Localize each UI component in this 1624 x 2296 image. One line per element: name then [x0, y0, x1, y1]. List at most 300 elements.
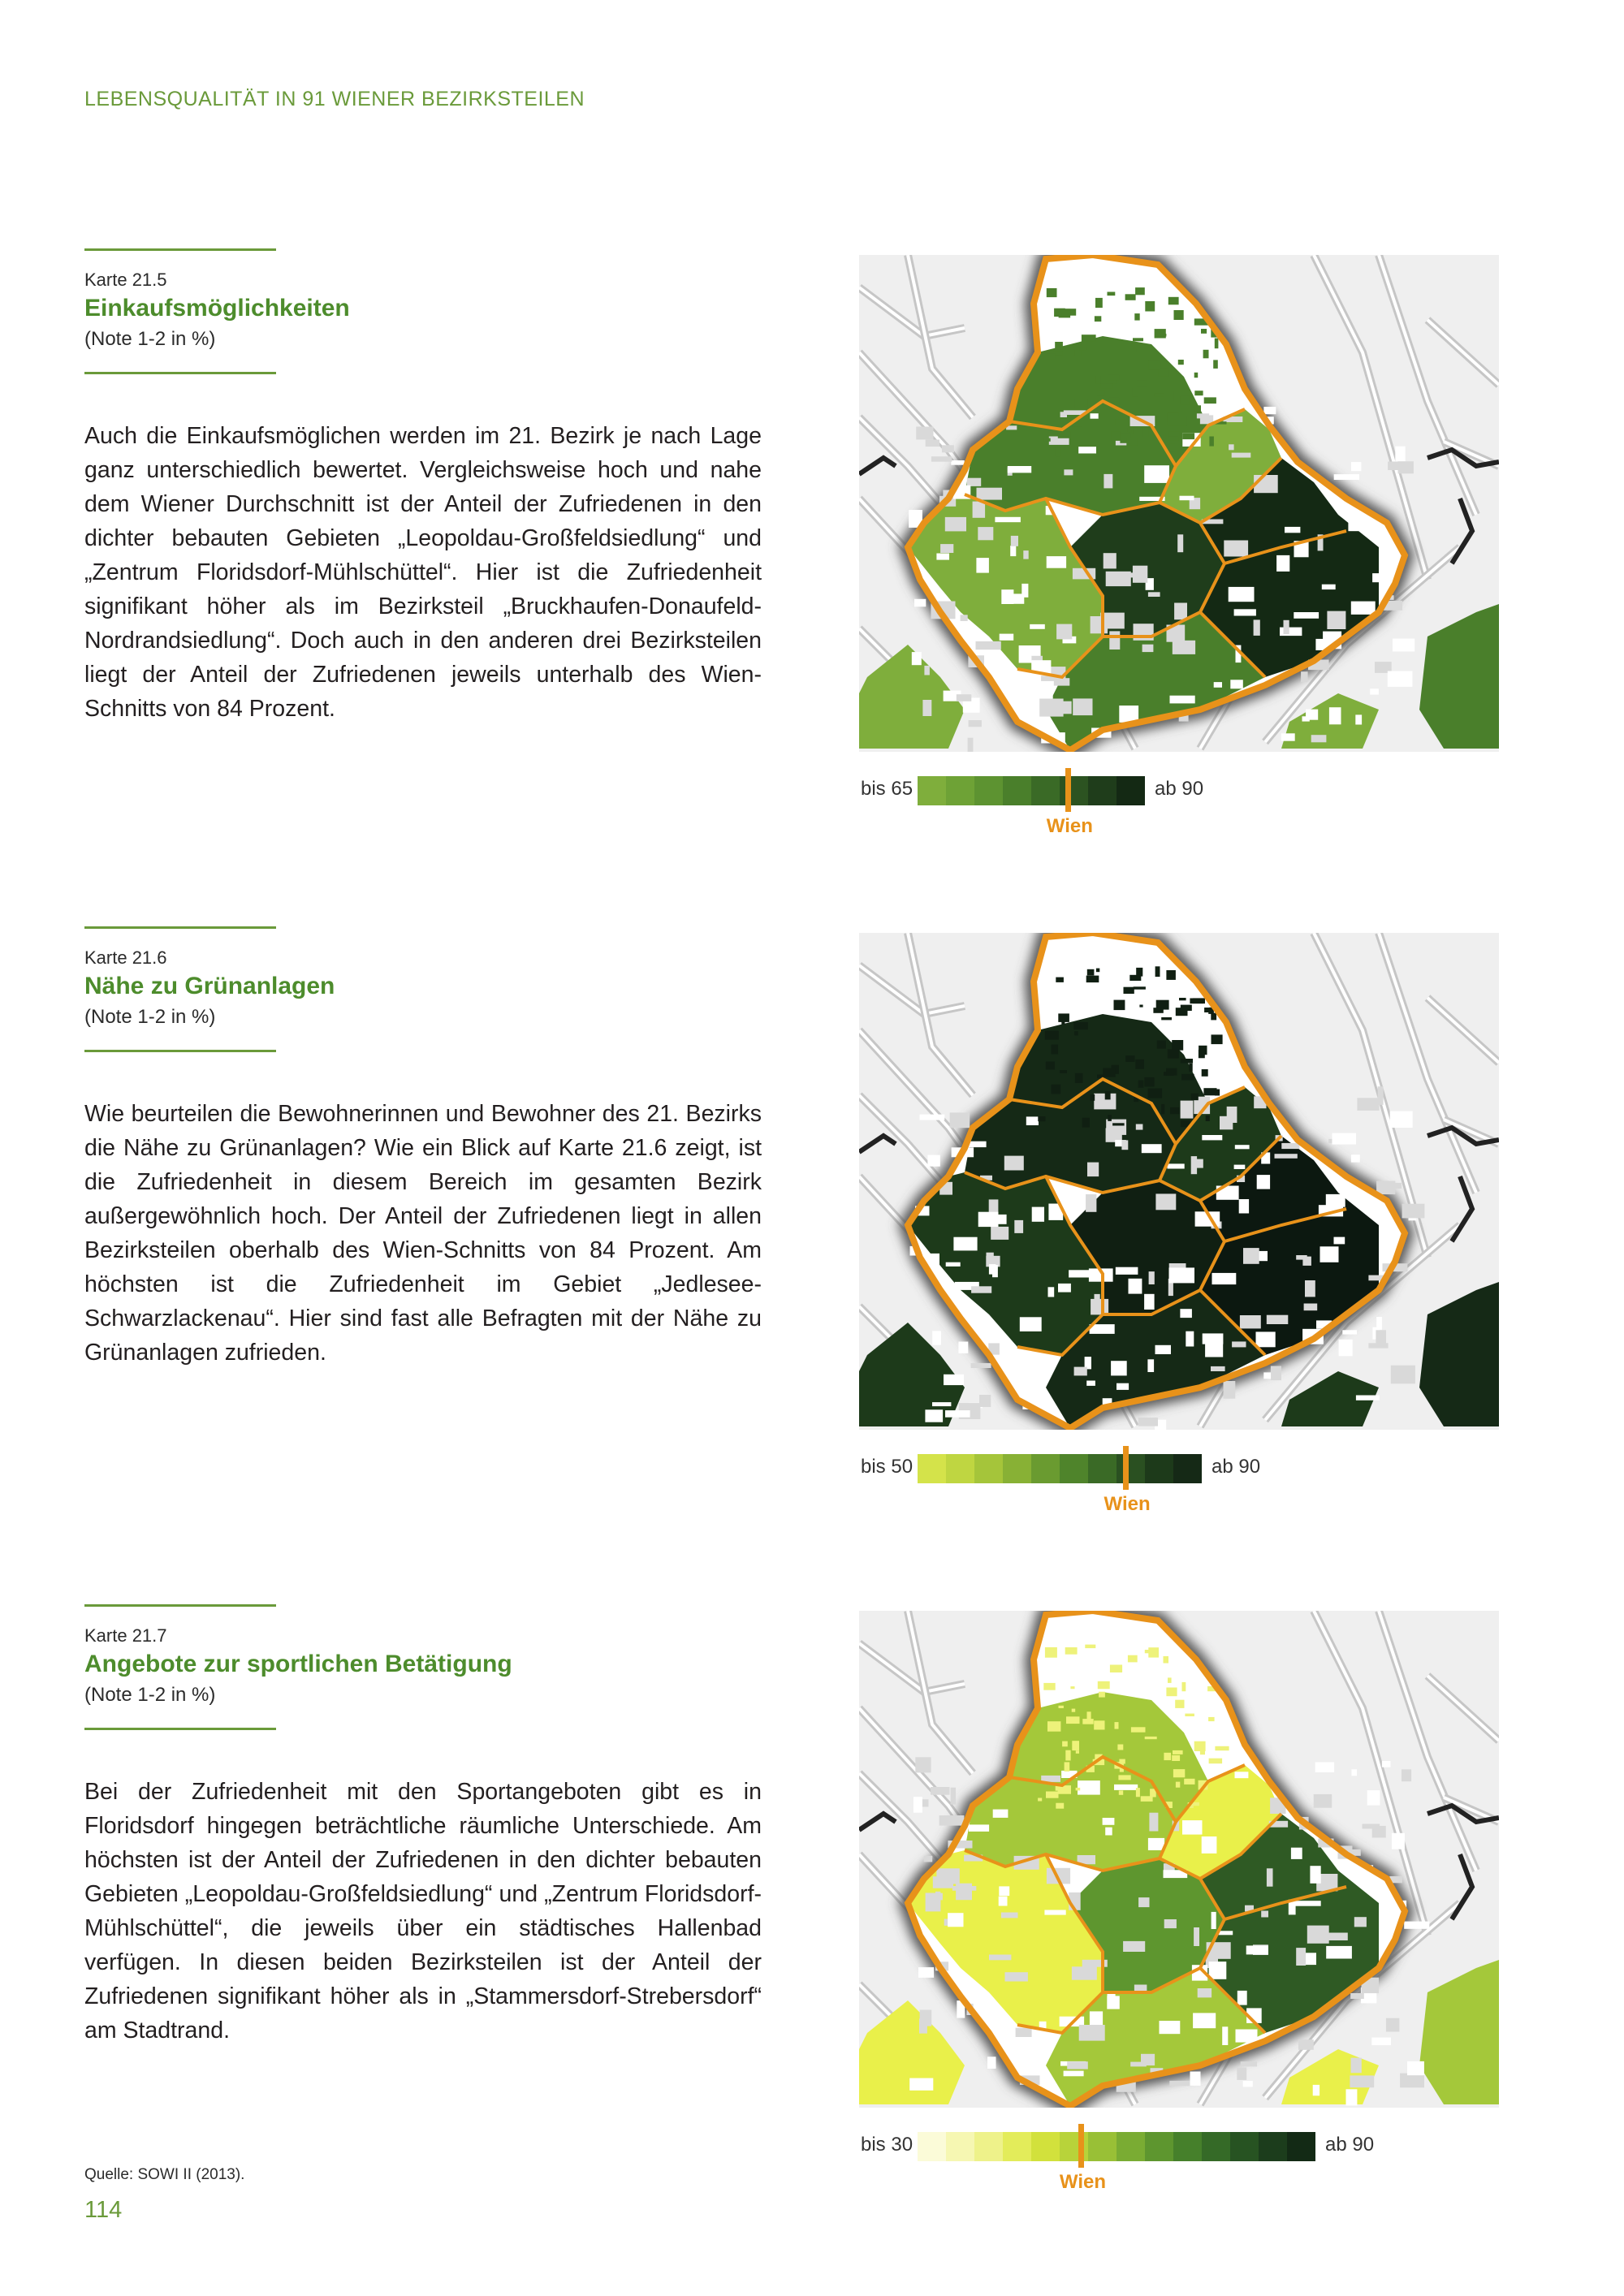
map-gap: [931, 1787, 950, 1795]
map-gap: [999, 1897, 1008, 1906]
map-gap: [1230, 680, 1243, 688]
map-gap: [1026, 1116, 1039, 1125]
map-gap: [1086, 1381, 1095, 1386]
settlement-patch: [1208, 1717, 1215, 1721]
settlement-patch: [1132, 388, 1138, 397]
map-gap: [1108, 1994, 1116, 2004]
map-gap: [1079, 2025, 1105, 2041]
map-gap: [1298, 2039, 1314, 2050]
map-gap: [1351, 462, 1362, 471]
map-gap: [976, 558, 989, 573]
wien-average-marker: [1078, 2124, 1084, 2168]
map-gap: [1246, 1945, 1268, 1954]
map-gap: [1004, 1156, 1024, 1171]
settlement-patch: [1126, 438, 1138, 446]
settlement-patch: [1182, 433, 1194, 439]
map-gap: [1235, 1145, 1250, 1149]
settlement-patch: [1168, 421, 1175, 425]
map-gap: [1294, 612, 1319, 619]
map-gap: [1241, 2061, 1257, 2066]
settlement-patch: [1202, 1069, 1208, 1077]
legend-swatches: [918, 1454, 1202, 1483]
map-gap: [1296, 1255, 1307, 1260]
map-gap: [1193, 2013, 1216, 2028]
karte-title: Einkaufsmöglichkeiten: [84, 295, 350, 322]
map-gap: [1149, 1813, 1158, 1832]
body-paragraph: Wie beurteilen die Bewohnerinnen und Bewohner des 21. Bezirks die Nähe zu Grünanlagen? Wie ein Blick auf Karte 21.6 zeigt, ist die Zufriedenheit in diesem Bereich im gesamten Bezirk außergewöhnlich hoch. Der Anteil der Zufriedenen liegt in allen Bezirksteilen oberhalb des Wien-Schnitts von 84 Prozent. Am höchsten ist die Zufriedenheit im Gebiet „Jedlesee-Schwarzlackenau“. Hier sind fast alle Befragten mit der Nähe zu Grünanlagen zufrieden.: [84, 1101, 762, 1366]
settlement-patch: [1194, 391, 1203, 395]
settlement-patch: [1136, 1788, 1140, 1797]
settlement-patch: [1073, 1022, 1088, 1029]
map-gap: [1190, 2072, 1201, 2086]
legend-swatch: [974, 2132, 1003, 2161]
settlement-patch: [1173, 1769, 1185, 1777]
map-graphic: [859, 1611, 1499, 2108]
settlement-patch: [1059, 309, 1071, 317]
map-gap: [1130, 2062, 1147, 2067]
map-gap: [993, 1810, 1009, 1818]
settlement-patch: [1114, 1000, 1125, 1011]
map-gap: [1275, 1154, 1298, 1159]
wien-average-label: Wien: [1104, 1493, 1151, 1515]
legend-swatch: [1116, 1454, 1145, 1483]
map-gap: [1363, 1824, 1380, 1829]
map-gap: [1203, 1333, 1224, 1344]
legend-swatch: [1173, 1454, 1202, 1483]
map-gap: [1284, 620, 1289, 634]
settlement-patch: [1117, 1745, 1123, 1750]
map-gap: [1074, 1367, 1087, 1376]
map-gap: [1170, 696, 1195, 704]
map-gap: [1327, 1933, 1348, 1941]
map-gap: [1011, 593, 1024, 603]
map-gap: [1390, 1111, 1413, 1128]
settlement-patch: [1131, 1727, 1146, 1732]
settlement-patch: [1155, 966, 1160, 977]
map-gap: [1155, 1193, 1176, 1210]
body-paragraph: Auch die Einkaufsmöglichen werden im 21. Bezirk je nach Lage ganz unterschiedlich bewertet. Vergleichsweise hoch und nahe dem Wiener Durchschnitt ist der Anteil der Zufriedenen in den dichter bebauten Gebieten „Leopoldau-Großfeldsiedlung“ und „Zentrum Floridsdorf-Mühlschüttel“. Hier ist die Zufriedenheit signifikant höher als im Bezirksteil „Bruckhaufen-Donaufeld-Nordrandsiedlung“. Doch auch in den anderen drei Bezirksteilen liegt der Anteil der Zufriedenen jeweils unterhalb des Wien-Schnitts von 84 Prozent.: [84, 423, 762, 722]
settlement-patch: [1119, 1790, 1123, 1794]
settlement-patch: [1213, 360, 1218, 369]
settlement-patch: [1045, 1647, 1057, 1658]
settlement-patch: [1058, 431, 1070, 438]
map-gap: [1174, 603, 1187, 620]
settlement-patch: [1055, 447, 1060, 456]
legend-swatch: [946, 2132, 974, 2161]
map-gap: [969, 720, 982, 727]
settlement-patch: [1082, 1719, 1093, 1724]
settlement-patch: [1161, 1017, 1172, 1020]
map-gap: [1136, 1124, 1143, 1130]
settlement-patch: [1056, 1803, 1064, 1809]
settlement-patch: [1181, 396, 1190, 405]
map-gap: [1144, 465, 1169, 483]
map-gap: [1155, 1345, 1172, 1354]
map-gap: [1030, 624, 1045, 629]
settlement-patch: [1168, 1677, 1172, 1683]
map-gap: [1106, 1120, 1126, 1135]
settlement-patch: [1148, 1647, 1159, 1657]
map-gap: [1311, 735, 1327, 742]
map-gap: [1382, 1761, 1391, 1767]
map-gap: [1339, 1340, 1353, 1357]
settlement-patch: [1075, 1073, 1083, 1083]
settlement-patch: [1112, 1123, 1125, 1125]
legend-swatch: [918, 1454, 946, 1483]
settlement-patch: [1215, 1090, 1220, 1096]
map-gap: [1356, 1396, 1380, 1400]
map-gap: [1129, 1279, 1142, 1294]
wien-average-label: Wien: [1059, 2171, 1107, 2193]
map-gap: [1116, 1383, 1129, 1390]
settlement-patch: [1111, 432, 1120, 441]
map-gap: [1087, 1163, 1099, 1177]
color-legend: [859, 1439, 1499, 1529]
map-gap: [915, 1757, 931, 1772]
map-gap: [1376, 1330, 1386, 1348]
legend-swatch: [946, 1454, 974, 1483]
settlement-patch: [1095, 316, 1101, 322]
map-gap: [926, 1893, 941, 1912]
map-gap: [977, 488, 1003, 500]
settlement-patch: [1173, 1750, 1183, 1754]
map-gap: [1222, 2026, 1228, 2045]
settlement-patch: [1125, 294, 1136, 300]
legend-min-label: bis 65: [861, 778, 914, 800]
karte-title: Angebote zur sportlichen Betätigung: [84, 1651, 512, 1677]
settlement-patch: [1125, 1055, 1134, 1062]
settlement-patch: [1097, 391, 1105, 396]
color-legend: [859, 762, 1499, 851]
settlement-patch: [1095, 298, 1103, 308]
map-gap: [1180, 1309, 1192, 1318]
settlement-patch: [1046, 1062, 1055, 1070]
district-map: [859, 933, 1499, 1430]
map-gap: [1354, 1917, 1367, 1927]
map-gap: [1271, 1366, 1281, 1381]
settlement-patch: [1166, 1068, 1177, 1076]
settlement-patch: [1101, 384, 1113, 389]
map-gap: [1267, 1868, 1273, 1886]
settlement-patch: [1181, 1005, 1192, 1011]
map-gap: [968, 738, 974, 752]
settlement-patch: [1148, 1089, 1163, 1098]
map-gap: [942, 445, 954, 452]
settlement-patch: [1134, 986, 1146, 989]
map-gap: [1240, 1315, 1261, 1328]
map-gap: [1144, 1294, 1155, 1310]
map-gap: [1047, 556, 1066, 568]
map-gap: [1281, 733, 1295, 740]
map-gap: [1205, 1344, 1223, 1357]
map-gap: [1296, 1948, 1306, 1966]
settlement-patch: [1065, 1750, 1070, 1761]
map-gap: [1232, 453, 1251, 458]
map-gap: [1069, 1270, 1090, 1277]
map-gap: [1301, 671, 1308, 682]
map-gap: [1263, 407, 1276, 414]
map-gap: [1376, 1181, 1395, 1195]
legend-swatch: [1202, 2132, 1230, 2161]
map-gap: [1147, 1359, 1154, 1372]
map-gap: [1304, 1304, 1318, 1311]
legend-swatch: [1003, 2132, 1031, 2161]
wien-average-marker: [1123, 1446, 1129, 1490]
map-gap: [912, 652, 922, 665]
legend-swatch: [1145, 2132, 1173, 2161]
map-gap: [1010, 546, 1016, 556]
map-gap: [914, 1797, 922, 1813]
map-gap: [1357, 1098, 1379, 1111]
map-gap: [1348, 522, 1369, 532]
settlement-patch: [1059, 1706, 1064, 1708]
map-gap: [989, 1955, 1011, 1961]
settlement-patch: [1144, 1077, 1154, 1087]
settlement-patch: [1204, 397, 1216, 404]
wien-average-marker: [1065, 768, 1071, 812]
map-gap: [1198, 1988, 1212, 1997]
settlement-patch: [1124, 987, 1134, 994]
settlement-patch: [1139, 1005, 1142, 1008]
legend-swatch: [918, 2132, 946, 2161]
map-gap: [950, 1112, 970, 1128]
map-gap: [1351, 1154, 1360, 1162]
map-gap: [1334, 1237, 1345, 1245]
settlement-patch: [1072, 1709, 1076, 1712]
map-gap: [1164, 1919, 1177, 1928]
district-map: [859, 1611, 1499, 2108]
settlement-patch: [1170, 1107, 1179, 1114]
map-gap: [1048, 1287, 1055, 1297]
wien-average-label: Wien: [1046, 815, 1093, 837]
page-number: 114: [84, 2197, 123, 2223]
legend-min-label: bis 30: [861, 2134, 914, 2156]
map-gap: [1263, 1372, 1271, 1379]
settlement-patch: [1215, 1746, 1229, 1750]
settlement-patch: [1043, 1683, 1055, 1690]
map-gap: [1346, 2089, 1358, 2105]
legend-swatch: [1088, 776, 1116, 805]
map-gap: [1329, 707, 1341, 724]
settlement-patch: [1047, 353, 1056, 359]
settlement-patch: [1091, 1094, 1095, 1101]
legend-swatch: [946, 776, 974, 805]
karte-title: Nähe zu Grünanlagen: [84, 973, 335, 999]
map-gap: [926, 440, 939, 447]
map-gap: [1371, 2038, 1391, 2046]
map-gap: [1148, 1838, 1164, 1850]
legend-min-label: bis 50: [861, 1456, 914, 1478]
map-gap: [932, 1402, 951, 1406]
map-gap: [1234, 609, 1256, 615]
map-gap: [916, 427, 933, 440]
settlement-patch: [1148, 360, 1160, 369]
map-gap: [930, 1254, 939, 1267]
map-gap: [1011, 536, 1018, 546]
settlement-patch: [1200, 1749, 1205, 1754]
map-gap: [989, 1264, 996, 1275]
karte-number: Karte 21.7: [84, 1625, 167, 1646]
map-gap: [1295, 1901, 1321, 1906]
map-gap: [1060, 412, 1067, 417]
settlement-patch: [1133, 338, 1143, 341]
legend-swatches: [918, 2132, 1315, 2161]
settlement-patch: [1045, 1031, 1059, 1040]
settlement-patch: [1099, 1692, 1105, 1698]
settlement-patch: [1134, 313, 1139, 321]
legend-swatch: [1003, 1454, 1031, 1483]
map-gap: [1104, 474, 1112, 489]
settlement-patch: [1135, 1060, 1144, 1069]
settlement-patch: [1145, 1737, 1157, 1739]
settlement-patch: [1181, 1059, 1193, 1064]
settlement-patch: [1204, 1008, 1212, 1012]
map-gap: [1351, 602, 1376, 615]
karte-note: (Note 1-2 in %): [84, 1684, 216, 1706]
settlement-patch: [1157, 1041, 1166, 1049]
map-gap: [1350, 2075, 1374, 2087]
map-gap: [1044, 1910, 1065, 1915]
map-gap: [1351, 1769, 1357, 1776]
settlement-patch: [1172, 1755, 1180, 1761]
map-gap: [1133, 566, 1147, 583]
map-gap: [931, 456, 952, 462]
divider-top: [84, 926, 276, 929]
settlement-patch: [1098, 1681, 1110, 1690]
map-gap: [969, 1824, 989, 1832]
settlement-patch: [1060, 1070, 1067, 1073]
settlement-patch: [1070, 1686, 1074, 1689]
map-gap: [1169, 1267, 1195, 1283]
legend-swatch: [1031, 2132, 1060, 2161]
map-gap: [1116, 1267, 1138, 1275]
map-gap: [971, 1363, 991, 1368]
legend-swatch: [974, 1454, 1003, 1483]
map-gap: [1224, 541, 1248, 557]
map-gap: [1402, 1204, 1425, 1219]
karte-number: Karte 21.5: [84, 270, 167, 290]
map-gap: [1305, 1280, 1315, 1297]
map-gap: [1173, 641, 1195, 654]
map-gap: [973, 502, 986, 518]
map-gap: [1257, 1175, 1270, 1189]
settlement-patch: [1065, 1762, 1070, 1772]
legend-swatch: [1145, 1454, 1173, 1483]
settlement-patch: [1176, 1782, 1180, 1788]
legend-swatch: [1287, 2132, 1315, 2161]
settlement-patch: [1212, 1034, 1223, 1044]
legend-swatch: [1259, 2132, 1287, 2161]
settlement-patch: [1096, 969, 1099, 973]
district-map: [859, 255, 1499, 752]
settlement-patch: [1141, 1796, 1153, 1802]
map-gap: [1310, 1866, 1320, 1884]
settlement-patch: [1209, 437, 1214, 447]
map-gap: [1142, 1144, 1162, 1153]
settlement-patch: [1135, 287, 1145, 295]
settlement-patch: [1136, 968, 1142, 977]
settlement-patch: [1169, 431, 1179, 436]
settlement-patch: [1082, 1118, 1090, 1128]
settlement-patch: [1172, 1040, 1183, 1051]
body-paragraph: Bei der Zufriedenheit mit den Sportangeboten gibt es in Floridsdorf hingegen beträchtliche räumliche Unterschiede. Am höchsten ist der Anteil der Zufriedenen in den dichter bebauten Gebieten „Leopoldau-Großfeldsiedlung“ und „Zentrum Floridsdorf-Mühlschüttel“, die jeweils über ein städtisches Hallenbad verfügen. In diesen beiden Bezirksteilen ist der Anteil der Zufriedenen signifikant höher als in „Stammersdorf-Strebersdorf“ am Stadtrand.: [84, 1779, 762, 2044]
settlement-patch: [1184, 1779, 1194, 1785]
settlement-patch: [1103, 1068, 1115, 1077]
map-gap: [979, 1395, 991, 1407]
settlement-patch: [1189, 1064, 1192, 1072]
map-gap: [1256, 1331, 1276, 1347]
map-gap: [1211, 1366, 1225, 1371]
map-gap: [967, 478, 981, 486]
map-gap: [1186, 1331, 1194, 1347]
map-gap: [1091, 413, 1099, 419]
settlement-patch: [1199, 1050, 1205, 1058]
settlement-patch: [1168, 436, 1179, 440]
map-gap: [932, 1331, 941, 1344]
divider-top: [84, 1604, 276, 1607]
map-gap: [1351, 2058, 1362, 2074]
map-gap: [945, 1410, 970, 1418]
settlement-patch: [1164, 1656, 1169, 1664]
settlement-patch: [1065, 1647, 1078, 1655]
settlement-patch: [1108, 374, 1120, 380]
settlement-patch: [1094, 1720, 1104, 1729]
settlement-patch: [1168, 297, 1179, 305]
settlement-patch: [1201, 329, 1207, 334]
map-gap: [1212, 1912, 1216, 1929]
map-gap: [1020, 1317, 1042, 1331]
map-graphic: [859, 255, 1499, 752]
map-gap: [958, 1342, 968, 1353]
map-gap: [1229, 587, 1255, 602]
settlement-patch: [1203, 350, 1209, 359]
map-gap: [1014, 1220, 1023, 1233]
map-gap: [945, 517, 966, 532]
settlement-patch: [1047, 1721, 1060, 1732]
settlement-patch: [1062, 1741, 1068, 1747]
map-gap: [991, 1227, 1009, 1240]
legend-swatch: [918, 776, 946, 805]
section-karte-21-6: [0, 926, 1624, 1592]
map-gap: [1032, 1207, 1044, 1222]
map-gap: [1388, 671, 1413, 687]
settlement-patch: [1136, 349, 1139, 353]
map-gap: [1104, 553, 1116, 568]
settlement-patch: [1058, 1785, 1071, 1794]
map-gap: [1367, 1790, 1380, 1806]
map-gap: [927, 1155, 939, 1167]
map-gap: [924, 1856, 933, 1862]
legend-max-label: ab 90: [1212, 1456, 1261, 1478]
map-gap: [1148, 592, 1160, 597]
divider-top: [84, 248, 276, 251]
settlement-patch: [1108, 1115, 1112, 1121]
map-gap: [987, 2056, 996, 2069]
settlement-patch: [1076, 1750, 1079, 1754]
map-gap: [1000, 634, 1014, 641]
settlement-patch: [1178, 360, 1184, 365]
map-gap: [939, 1815, 965, 1826]
legend-swatch: [1230, 2132, 1259, 2161]
legend-swatch: [1031, 1454, 1060, 1483]
map-gap: [1243, 1248, 1259, 1264]
map-gap: [1315, 1762, 1334, 1772]
map-gap: [1332, 1133, 1357, 1145]
map-gap: [1142, 645, 1154, 652]
legend-swatch: [1088, 2132, 1116, 2161]
map-gap: [1072, 1966, 1097, 1979]
map-gap: [1227, 1107, 1237, 1123]
